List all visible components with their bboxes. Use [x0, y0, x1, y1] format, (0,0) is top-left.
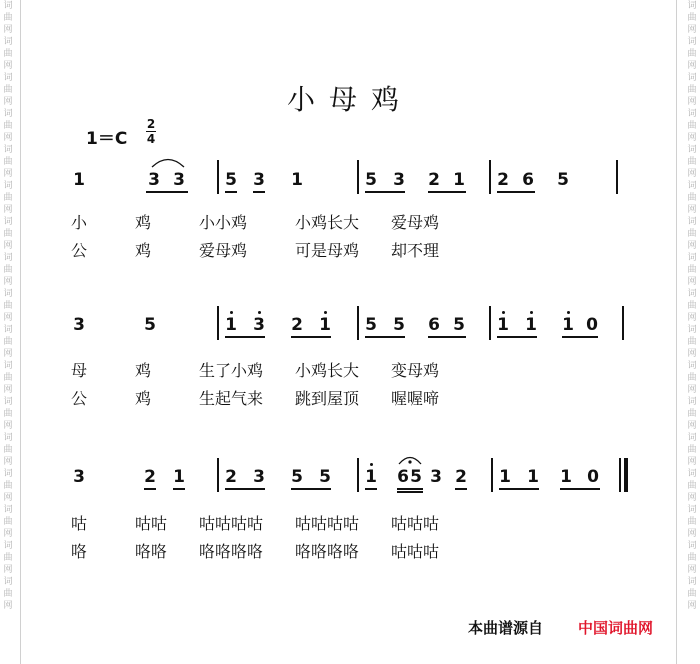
bar-line: [357, 306, 359, 340]
high-dot: [502, 311, 505, 314]
underline: [225, 488, 265, 490]
bar-line: [357, 458, 359, 492]
note: 5: [410, 467, 422, 487]
underline: [225, 336, 265, 338]
note: 1: [497, 315, 509, 335]
note: 1: [525, 315, 537, 335]
song-title: 小母鸡: [286, 83, 413, 116]
underline: [455, 488, 467, 490]
note: 1: [319, 315, 331, 335]
note: 2: [428, 170, 440, 190]
note: 5: [453, 315, 465, 335]
underline: [365, 336, 405, 338]
underline: [397, 491, 423, 493]
final-bar-thick: [624, 458, 628, 492]
high-dot: [258, 311, 261, 314]
underline: [365, 191, 405, 193]
source-label: 本曲谱源自: [468, 619, 544, 637]
note: 5: [557, 170, 569, 190]
underline: [562, 336, 598, 338]
note: 3: [393, 170, 405, 190]
note: 5: [393, 315, 405, 335]
watermark-right: 词曲网词曲网词曲网词曲网词曲网词曲网词曲网词曲网词曲网词曲网词曲网词曲网词曲网词曲网词曲网词曲网词曲网: [687, 1, 697, 611]
note: 6: [397, 467, 409, 487]
note: 1: [527, 467, 539, 487]
note: 2: [291, 315, 303, 335]
note: 1: [73, 170, 85, 190]
tie-arc: [150, 154, 186, 168]
bar-line: [489, 160, 491, 194]
underline: [365, 488, 377, 490]
note: 2: [225, 467, 237, 487]
bar-line: [217, 458, 219, 492]
lyric-line: 咕 咕咕 咕咕咕咕 咕咕咕咕 咕咕咕: [71, 514, 440, 533]
lyric-line: 公 鸡 爱母鸡 可是母鸡 却不理: [71, 241, 440, 260]
lyric-line: 小 鸡 小小鸡 小鸡长大 爱母鸡: [71, 213, 440, 232]
note: 1: [291, 170, 303, 190]
underline: [253, 191, 265, 193]
bar-line: [217, 306, 219, 340]
note: 3: [173, 170, 185, 190]
bar-line: [491, 458, 493, 492]
underline: [428, 336, 466, 338]
underline: [291, 336, 331, 338]
note: 2: [497, 170, 509, 190]
note: 1: [562, 315, 574, 335]
note: 3: [253, 315, 265, 335]
note: 3: [253, 467, 265, 487]
bar-line: [622, 306, 624, 340]
underline: [497, 191, 535, 193]
note: 2: [144, 467, 156, 487]
bar-line: [357, 160, 359, 194]
time-sig-bottom: 4: [146, 132, 156, 146]
note: 1: [173, 467, 185, 487]
note: 3: [253, 170, 265, 190]
note: 5: [144, 315, 156, 335]
note: 0: [587, 467, 599, 487]
underline: [173, 488, 185, 490]
high-dot: [230, 311, 233, 314]
underline: [291, 488, 331, 490]
underline: [560, 488, 600, 490]
site-name-link[interactable]: 中国词曲网: [578, 619, 654, 637]
lyric-line: 公 鸡 生起气来 跳到屋顶 喔喔啼: [71, 389, 440, 408]
high-dot: [370, 463, 373, 466]
bar-line: [489, 306, 491, 340]
key-signature: 1＝C: [86, 129, 128, 149]
underline: [146, 191, 188, 193]
note: 3: [73, 467, 85, 487]
underline: [144, 488, 156, 490]
note: 5: [225, 170, 237, 190]
time-signature: [146, 118, 156, 145]
note: 2: [455, 467, 467, 487]
time-sig-top: 2: [146, 117, 156, 131]
high-dot: [530, 311, 533, 314]
lyric-line: 母 鸡 生了小鸡 小鸡长大 变母鸡: [71, 361, 440, 380]
note: 0: [586, 315, 598, 335]
note: 3: [148, 170, 160, 190]
note: 6: [428, 315, 440, 335]
bar-line: [217, 160, 219, 194]
note: 1: [225, 315, 237, 335]
note: 1: [499, 467, 511, 487]
note: 5: [291, 467, 303, 487]
bar-line: [616, 160, 618, 194]
note: 1: [453, 170, 465, 190]
underline: [497, 336, 537, 338]
lyric-line: 咯 咯咯 咯咯咯咯 咯咯咯咯 咕咕咕: [71, 542, 440, 561]
underline: [397, 488, 423, 490]
note: 3: [430, 467, 442, 487]
note: 1: [365, 467, 377, 487]
note: 5: [319, 467, 331, 487]
high-dot: [567, 311, 570, 314]
note: 6: [522, 170, 534, 190]
underline: [428, 191, 466, 193]
watermark-left: 词曲网词曲网词曲网词曲网词曲网词曲网词曲网词曲网词曲网词曲网词曲网词曲网词曲网词曲网词曲网词曲网词曲网: [3, 1, 13, 611]
final-bar-thin: [619, 458, 621, 492]
note: 1: [560, 467, 572, 487]
fermata-icon: [397, 453, 423, 465]
underline: [225, 191, 237, 193]
high-dot: [324, 311, 327, 314]
note: 5: [365, 170, 377, 190]
note: 5: [365, 315, 377, 335]
underline: [499, 488, 539, 490]
note: 3: [73, 315, 85, 335]
